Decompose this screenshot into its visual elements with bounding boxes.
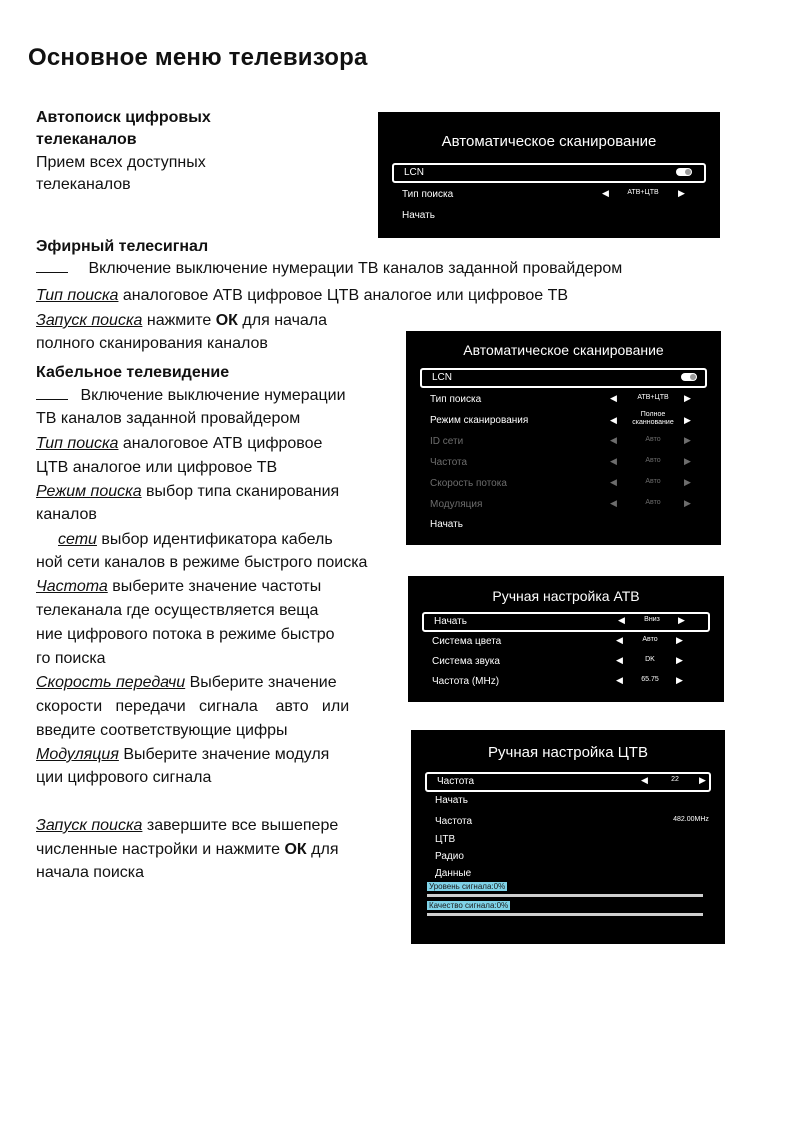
cable-type-text1: аналоговое АТВ цифровое — [122, 435, 323, 452]
cable-start-text1: завершите все вышепере — [146, 817, 339, 834]
screen3-freq-value: 65.75 — [641, 676, 659, 683]
air-start-ok: ОК — [215, 312, 238, 329]
arrow-left-icon[interactable]: ◀ — [616, 675, 623, 685]
screen1-title: Автоматическое сканирование — [441, 133, 657, 150]
arrow-left-icon[interactable]: ◀ — [641, 775, 648, 785]
cable-start-ok: ОК — [284, 841, 307, 858]
air-lcn-blank — [36, 258, 68, 273]
screen2-mode-value-2: сканнование — [632, 419, 674, 426]
screen4-start-label: Начать — [435, 795, 468, 806]
cable-net-term — [36, 531, 97, 548]
arrow-right-icon: ▶ — [684, 477, 691, 487]
air-lcn-text: Включение выключение нумерации ТВ каналов заданной провайдером — [88, 260, 623, 277]
cable-speed-line1 — [36, 672, 337, 694]
cable-mod-line2: ции цифрового сигнала — [36, 769, 212, 786]
arrow-left-icon[interactable]: ◀ — [616, 635, 623, 645]
arrow-right-icon[interactable]: ▶ — [676, 675, 683, 685]
arrow-left-icon[interactable]: ◀ — [610, 393, 617, 403]
cable-freq-line4: го поиска — [36, 650, 106, 667]
cable-start-text2b: для — [311, 841, 339, 858]
screen2-mod-value: Авто — [645, 499, 661, 506]
screen3-start-value: Вниз — [644, 616, 660, 623]
lcn-toggle[interactable] — [676, 168, 692, 176]
cable-mode-term: Режим поиска — [36, 483, 142, 500]
arrow-right-icon: ▶ — [684, 498, 691, 508]
cable-type-term: Тип поиска — [36, 435, 119, 452]
arrow-left-icon: ◀ — [610, 477, 617, 487]
screen1-row-start[interactable] — [392, 208, 706, 224]
cable-mode-text1: выбор типа сканирования — [146, 483, 340, 500]
screen2-rate-value: Авто — [645, 478, 661, 485]
screen3-color-value: Авто — [642, 636, 658, 643]
screen4-row-data — [425, 866, 711, 882]
cable-speed-term: Скорость передачи — [36, 674, 186, 691]
arrow-left-icon[interactable]: ◀ — [618, 615, 625, 625]
screen4-channel-value: 22 — [671, 776, 679, 783]
screen-auto-scan-cable — [406, 331, 721, 545]
screen-manual-atv — [408, 576, 724, 702]
arrow-left-icon: ◀ — [610, 498, 617, 508]
cable-mod-text1: Выберите значение модуля — [123, 746, 330, 763]
cable-net-term-text: сети — [58, 531, 97, 548]
intro-heading-1: Автопоиск цифровых — [36, 109, 211, 126]
screen2-mode-label: Режим сканирования — [430, 415, 529, 426]
screen2-row-modulation — [420, 497, 707, 513]
screen2-row-scan-mode[interactable] — [420, 411, 707, 433]
signal-quality-label: Качество сигнала:0% — [429, 901, 509, 910]
screen4-freq-value: 482.00MHz — [673, 816, 709, 823]
screen2-row-symbol-rate — [420, 476, 707, 492]
screen1-row-search-type[interactable] — [392, 187, 706, 203]
cable-freq-term: Частота — [36, 578, 108, 595]
screen2-row-frequency — [420, 455, 707, 471]
cable-start-term: Запуск поиска — [36, 817, 143, 834]
cable-start-line3: начала поиска — [36, 864, 145, 881]
arrow-right-icon: ▶ — [684, 435, 691, 445]
cable-freq-line2: телеканала где осуществляется веща — [36, 602, 319, 619]
air-start-a: нажмите — [146, 312, 212, 329]
screen4-title: Ручная настройка ЦТВ — [488, 744, 648, 761]
screen2-lcn-label: LCN — [432, 372, 453, 383]
screen2-title: Автоматическое сканирование — [463, 342, 664, 358]
cable-lcn-text1: Включение выключение нумерации — [80, 387, 346, 404]
air-type-term: Тип поиска — [36, 287, 119, 304]
screen4-row-start[interactable] — [425, 793, 711, 809]
screen3-start-label: Начать — [434, 616, 467, 627]
cable-freq-line3: ние цифрового потока в режиме быстро — [36, 626, 335, 643]
lcn-toggle[interactable] — [681, 373, 697, 381]
air-start-line2: полного сканирования каналов — [36, 335, 268, 352]
screen1-start-label: Начать — [402, 210, 435, 221]
air-start-term: Запуск поиска — [36, 312, 143, 329]
screen3-row-color-system[interactable] — [422, 634, 710, 650]
screen2-mod-label: Модуляция — [430, 499, 483, 510]
screen4-row-radio — [425, 849, 711, 865]
cable-start-line2 — [36, 839, 338, 861]
screen2-freq-label: Частота — [430, 457, 468, 468]
arrow-left-icon[interactable]: ◀ — [616, 655, 623, 665]
screen2-mode-value-1: Полное — [640, 411, 666, 418]
signal-level-bar — [427, 894, 703, 897]
arrow-right-icon[interactable]: ▶ — [699, 775, 706, 785]
screen2-netid-label: ID сети — [430, 436, 464, 447]
cable-type-line2: ЦТВ аналогое или цифровое ТВ — [36, 459, 278, 476]
screen3-sound-value: DK — [645, 656, 655, 663]
cable-freq-text1: выберите значение частоты — [112, 578, 322, 595]
screen4-radio-label: Радио — [435, 851, 464, 862]
screen1-lcn-label: LCN — [404, 167, 425, 178]
screen1-row-lcn[interactable] — [392, 163, 706, 183]
cable-lcn-blank — [36, 385, 68, 400]
arrow-left-icon[interactable]: ◀ — [602, 188, 609, 198]
screen2-row-lcn[interactable] — [420, 368, 707, 388]
screen2-mode-value — [628, 411, 678, 427]
screen-auto-scan-air — [378, 112, 720, 238]
air-type-text: аналоговое АТВ цифровое ЦТВ аналогое или цифровое ТВ — [122, 287, 569, 304]
air-lcn-line — [36, 258, 622, 280]
screen3-row-frequency[interactable] — [422, 674, 710, 690]
air-heading: Эфирный телесигнал — [36, 238, 209, 255]
screen3-row-sound-system[interactable] — [422, 654, 710, 670]
screen4-row-dtv — [425, 832, 711, 848]
cable-net-text1: выбор идентификатора кабель — [101, 531, 333, 548]
signal-level-label: Уровень сигнала:0% — [429, 882, 506, 891]
cable-heading: Кабельное телевидение — [36, 364, 230, 381]
cable-net-line2: ной сети каналов в режиме быстрого поиска — [36, 554, 368, 571]
screen4-data-label: Данные — [435, 868, 472, 879]
screen1-type-label: Тип поиска — [402, 189, 454, 200]
screen4-channel-label: Частота — [437, 776, 475, 787]
cable-speed-text1: Выберите значение — [189, 674, 337, 691]
cable-lcn-line1 — [36, 385, 346, 407]
arrow-right-icon[interactable]: ▶ — [676, 635, 683, 645]
screen3-sound-label: Система звука — [432, 656, 500, 667]
air-start-line — [36, 310, 327, 332]
intro-desc-2: телеканалов — [36, 176, 131, 193]
screen4-row-frequency — [425, 814, 711, 830]
cable-lcn-line2: ТВ каналов заданной провайдером — [36, 410, 301, 427]
air-start-b: для начала — [242, 312, 328, 329]
cable-mode-line2: каналов — [36, 506, 97, 523]
cable-speed-line3: введите соответствующие цифры — [36, 722, 288, 739]
intro-heading-2: телеканалов — [36, 131, 137, 148]
screen2-type-label: Тип поиска — [430, 394, 482, 405]
screen4-freq-label: Частота — [435, 816, 473, 827]
screen4-row-channel[interactable] — [425, 772, 711, 792]
air-type-line — [36, 285, 568, 307]
arrow-right-icon[interactable]: ▶ — [684, 415, 691, 425]
cable-freq-line1 — [36, 576, 321, 598]
screen2-type-value: АТВ+ЦТВ — [637, 394, 669, 401]
cable-speed-line2: скорости передачи сигнала авто или — [36, 698, 350, 715]
arrow-left-icon: ◀ — [610, 456, 617, 466]
cable-type-line1 — [36, 433, 322, 455]
screen1-type-value: АТВ+ЦТВ — [627, 189, 659, 196]
arrow-right-icon[interactable]: ▶ — [676, 655, 683, 665]
cable-start-line1 — [36, 815, 338, 837]
signal-quality-bar — [427, 913, 703, 916]
intro-desc-1: Прием всех доступных — [36, 154, 206, 171]
screen-manual-dtv — [411, 730, 725, 944]
cable-start-text2a: численные настройки и нажмите — [36, 841, 281, 858]
arrow-right-icon[interactable]: ▶ — [684, 393, 691, 403]
cable-mode-line1 — [36, 481, 339, 503]
screen3-title: Ручная настройка АТВ — [492, 588, 640, 604]
screen2-netid-value: Авто — [645, 436, 661, 443]
arrow-right-icon[interactable]: ▶ — [678, 615, 685, 625]
screen2-start-label: Начать — [430, 519, 463, 530]
arrow-right-icon: ▶ — [684, 456, 691, 466]
screen3-freq-label: Частота (MHz) — [432, 676, 500, 687]
screen2-row-net-id — [420, 434, 707, 450]
screen3-color-label: Система цвета — [432, 636, 502, 647]
screen3-row-start[interactable] — [422, 612, 710, 632]
cable-mod-term: Модуляция — [36, 746, 119, 763]
screen2-row-search-type[interactable] — [420, 392, 707, 408]
screen2-freq-value: Авто — [645, 457, 661, 464]
arrow-left-icon: ◀ — [610, 435, 617, 445]
screen2-rate-label: Скорость потока — [430, 478, 507, 489]
screen4-dtv-label: ЦТВ — [435, 834, 456, 845]
cable-net-line1 — [36, 529, 333, 551]
cable-mod-line1 — [36, 744, 329, 766]
page-title: Основное меню телевизора — [28, 44, 368, 71]
arrow-right-icon[interactable]: ▶ — [678, 188, 685, 198]
screen2-row-start[interactable] — [420, 517, 707, 533]
arrow-left-icon[interactable]: ◀ — [610, 415, 617, 425]
